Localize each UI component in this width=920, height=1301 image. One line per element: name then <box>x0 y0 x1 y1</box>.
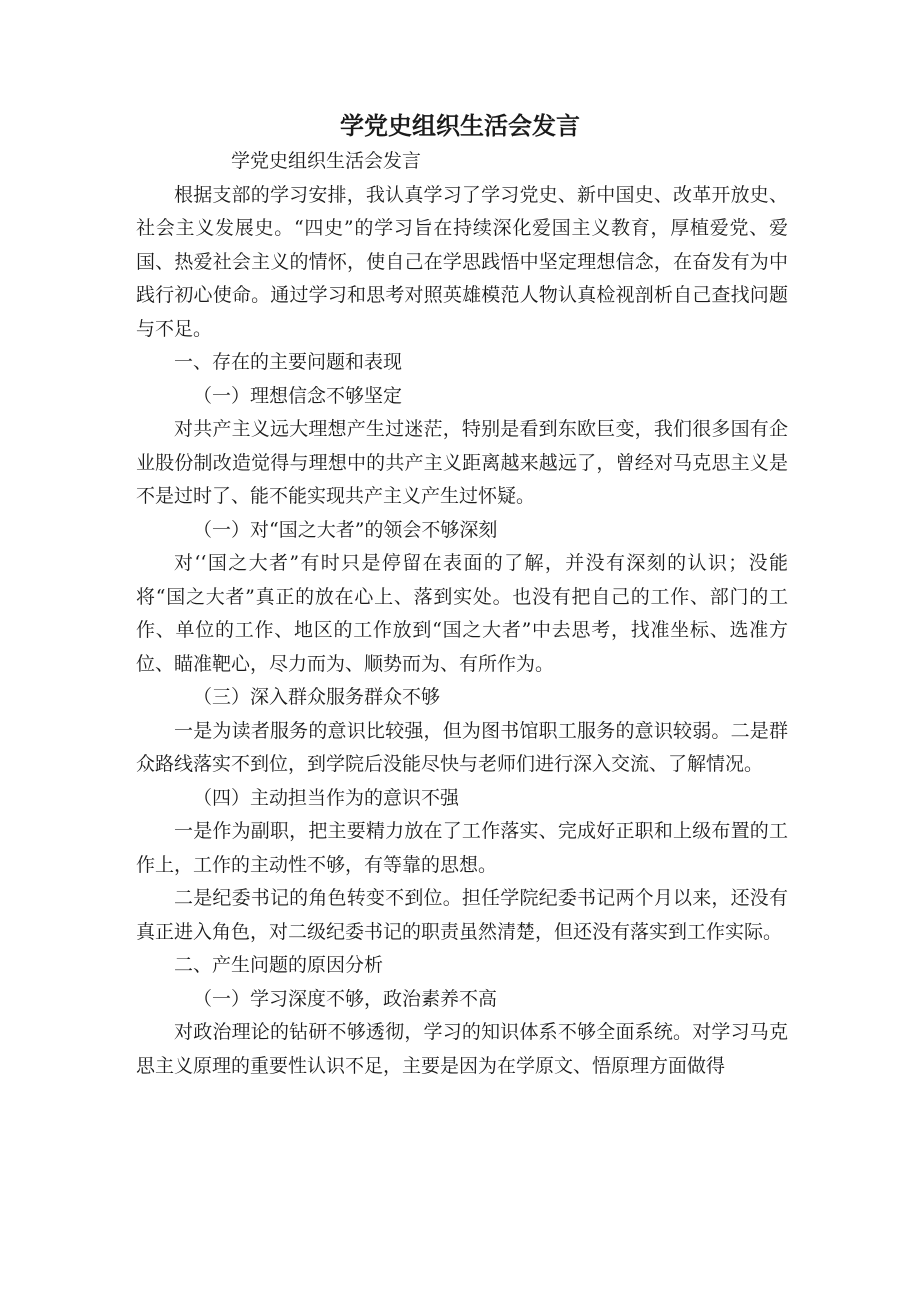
paragraph: 二是纪委书记的角色转变不到位。担任学院纪委书记两个月以来，还没有真正进入角色，对二级纪委书记的职责虽然清楚，但还没有落实到工作实际。 <box>136 887 788 943</box>
document-body <box>136 145 788 1083</box>
subsection-heading: （一）对“国之大者”的领会不够深刻 <box>193 518 498 541</box>
section-heading-problems: 一、存在的主要问题和表现 <box>174 351 403 373</box>
paragraph: 对‘‘国之大者”有时只是停留在表面的了解，并没有深刻的认识；没能将“国之大者”真正的放在心上、落到实处。也没有把自己的工作、部门的工作、单位的工作、地区的工作放到“国之大者”中去思考，找准坐标、选准方位、瞄准靶心，尽力而为、顺势而为、有所作为。 <box>136 552 788 675</box>
document-title: 学党史组织生活会发言 <box>340 112 580 140</box>
intro-paragraph: 根据支部的学习安排，我认真学习了学习党史、新中国史、改革开放史、社会主义发展史。“四史”的学习旨在持续深化爱国主义教育，厚植爱党、爱国、热爱社会主义的情怀，使自己在学思践悟中坚定理想信念，在奋发有为中践行初心使命。通过学习和思考对照英雄模范人物认真检视剖析自己查找问题与不足。 <box>136 183 788 340</box>
subsection-heading: （一）学习深度不够，政治素养不高 <box>193 987 498 1010</box>
paragraph: 对共产主义远大理想产生过迷茫，特别是看到东欧巨变，我们很多国有企业股份制改造觉得与理想中的共产主义距离越来越远了，曾经对马克思主义是不是过时了、能不能实现共产主义产生过怀疑。 <box>136 418 788 507</box>
document-subtitle: 学党史组织生活会发言 <box>231 150 422 172</box>
paragraph: 对政治理论的钻研不够透彻，学习的知识体系不够全面系统。对学习马克思主义原理的重要性认识不足，主要是因为在学原文、悟原理方面做得 <box>136 1021 788 1077</box>
subsection-heading: （一）理想信念不够坚定 <box>193 384 403 407</box>
section-heading-causes: 二、产生问题的原因分析 <box>174 954 384 976</box>
paragraph: 一是为读者服务的意识比较强，但为图书馆职工服务的意识较弱。二是群众路线落实不到位，到学院后没能尽快与老师们进行深入交流、了解情况。 <box>136 719 788 775</box>
subsection-heading: （三）深入群众服务群众不够 <box>193 686 441 708</box>
subsection-heading: （四）主动担当作为的意识不强 <box>193 786 460 809</box>
paragraph: 一是作为副职，把主要精力放在了工作落实、完成好正职和上级布置的工作上，工作的主动性不够，有等靠的思想。 <box>136 820 788 876</box>
